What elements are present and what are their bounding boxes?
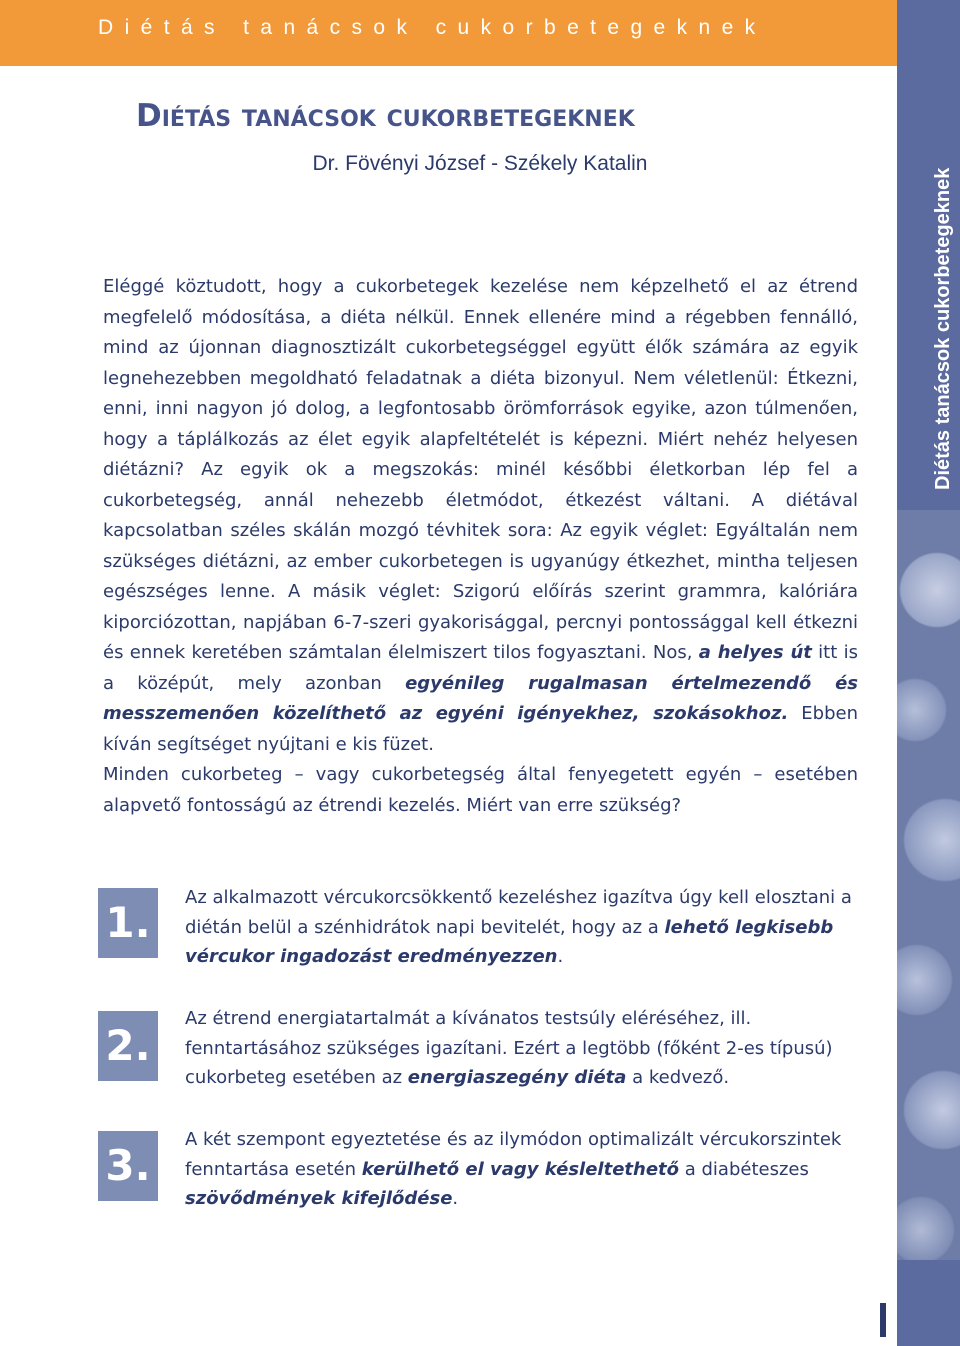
- item-number-2: 2.: [98, 1011, 158, 1081]
- running-header-title: Diétás tanácsok cukorbetegeknek: [98, 16, 767, 39]
- item-text-3: [185, 1125, 855, 1214]
- item-3-text-a: A két szempont egyeztetése és az ilymódon optimalizált vércukorszintek fenntartása esetén: [185, 1129, 842, 1180]
- item-3-emphasis-1: kerülhető el vagy késleltethető: [361, 1158, 680, 1180]
- item-text-2: [185, 1004, 855, 1093]
- intro-emphasis-2: egyénileg rugalmasan értelmezendő és messzemenően közelíthető az egyéni igényekhez, szokásokhoz.: [103, 672, 859, 724]
- page-title: Diétás tanácsok cukorbetegeknek: [136, 98, 635, 134]
- item-1-text-b: .: [557, 946, 564, 967]
- item-2-text-a: Az étrend energiatartalmát a kívánatos testsúly eléréséhez, ill. fenntartásához szükséges igazítani. Ezért a legtöbb (főként 2-es típusú) cukorbeteg esetében az: [185, 1008, 833, 1088]
- item-2-text-b: a kedvező.: [626, 1067, 730, 1088]
- vertical-side-title: Diétás tanácsok cukorbetegeknek: [932, 167, 954, 490]
- intro-text-c: Ebben kíván segítséget nyújtani e kis füzet.: [103, 703, 858, 755]
- item-3-emphasis-2: szövődmények kifejlődése: [185, 1188, 453, 1209]
- item-2-emphasis: energiaszegény diéta: [407, 1067, 627, 1088]
- item-number-3: 3.: [98, 1131, 158, 1201]
- item-1-text-a: Az alkalmazott vércukorcsökkentő kezeléshez igazítva úgy kell elosztani a diétán belül a szénhidrátok napi bevitelét, hogy az a: [185, 887, 852, 938]
- authors-line: Dr. Fövényi József - Székely Katalin: [312, 152, 648, 175]
- intro-emphasis-1: a helyes út: [698, 642, 812, 663]
- intro-paragraph-1: [103, 272, 858, 760]
- fruit-photo-strip: [897, 510, 960, 1260]
- page-marker: [880, 1303, 886, 1337]
- side-strip-footer: [897, 1260, 960, 1346]
- intro-paragraph-2: Minden cukorbeteg – vagy cukorbetegség által fenyegetett egyén – esetében alapvető fontosságú az étrendi kezelés. Miért van erre szükség?: [103, 764, 858, 816]
- item-text-1: [185, 883, 855, 972]
- intro-text-b: itt is a középút, mely azonban: [103, 642, 858, 694]
- intro-text-a: Eléggé köztudott, hogy a cukorbetegek kezelése nem képzelhető el az étrend megfelelő módosítása, a diéta nélkül. Ennek ellenére mind a régebben fennálló, mind az újonnan diagnosztizált cukorbetegséggel együtt élők számára az egyik legnehezebben megoldható feladatnak a diéta bizonyul. Nem véletlenül: Étkezni, enni, inni nagyon jó dolog, a legfontosabb örömforrások egyike, azon túlmenően, hogy a táplálkozás az élet egyik alapfeltételét is képezni. Miért nehéz helyesen diétázni? Az egyik ok a megszokás: minél későbbi életkorban lép fel a cukorbetegség, annál nehezebb életmódot, étkezést váltani. A diétával kapcsolatban széles skálán mozgó tévhitek sora: Az egyik véglet: Egyáltalán nem szükséges diétázni, az ember cukorbetegen is ugyanúgy étkezhet, mintha teljesen egészséges lenne. A másik véglet: Szigorú előírás szerint grammra, kalóriára kiporciózottan, napjában 6-7-szeri gyakorisággal, percnyi pontossággal kell étkezni és ennek keretében számtalan élelmiszert tilos fogyasztani. Nos,: [103, 276, 858, 663]
- item-3-text-c: .: [452, 1188, 459, 1209]
- item-3-text-b: a diabéteszes: [679, 1158, 809, 1180]
- header-bar: [0, 0, 897, 66]
- item-1-emphasis: lehető legkisebb vércukor ingadozást eredményezzen: [185, 916, 834, 967]
- intro-text: [103, 272, 858, 821]
- item-number-1: 1.: [98, 888, 158, 958]
